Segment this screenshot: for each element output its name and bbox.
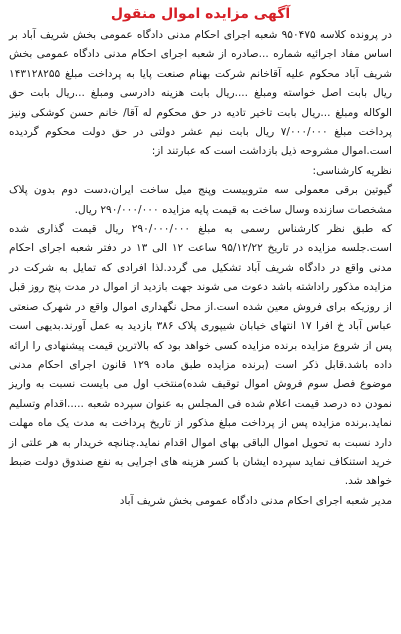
notice-title: آگهی مزایده اموال منقول [110,6,291,22]
notice-signature: مدیر شعبه اجرای احکام مدنی دادگاه عمومی بخش شریف آباد [119,494,392,507]
notice-paragraph-item: گیوتین برقی معمولی سه متروبیست وپنج میل ساخت ایران،دست دوم بدون پلاک مشخصات سازنده وسال ساخت به قیمت پایه مزایده ۲۹۰/۰۰۰/۰۰۰ ریال. [9,184,392,216]
notice-paragraph-case: در پرونده کلاسه ۹۵۰۴۷۵ شعبه اجرای احکام مدنی دادگاه عمومی بخش شریف آباد بر اساس مفاد اجرائیه شماره ...صادره از شعبه اجرای احکام مدنی دادگاه عمومی بخش شریف آباد محکوم علیه آقاخانم شرکت بهنام صنعت پایا به پرداخت مبلغ ۱۴۳۱۲۸۲۵۵ ریال بابت اصل خواسته ومبلغ ....ریال بابت هزینه دادرسی ومبلغ ...ریال بابت حق الوکاله ومبلغ ...ریال بابت تاخیر تادیه در حق محکوم له آقا/ خانم حسن کوشکی ونیز پرداخت مبلغ ۷/۰۰۰/۰۰۰ ریال بابت نیم عشر دولتی در حق دولت محکوم گردیده است.اموال مشروحه ذیل بازداشت است که عبارتند از: [9,29,393,158]
notice-paragraph-auction-terms: که طبق نظر کارشناس رسمی به مبلغ ۲۹۰/۰۰۰/۰۰۰ ریال قیمت گذاری شده است.جلسه مزایده در تاریخ ۹۵/۱۲/۲۲ ساعت ۱۲ الی ۱۳ در دفتر شعبه اجرای احکام مدنی واقع در دادگاه شریف آباد تشکیل می گردد.لذا افرادی که تمایل به شرکت در مزایده مذکور راداشته باشد دعوت می شوند جهت بازدید از اموال در مدت پنج روز قبل از روزیکه برای فروش معین شده است.از محل نگهداری اموال واقع در شهرک صنعتی عباس آباد خ افرا ۱۷ انتهای خیابان شیپوری پلاک ۳۸۶ بازدید به عمل آورند.بدیهی است پس از شروع مزایده برنده مزایده کسی خواهد بود که بالاترین قیمت پیشنهادی را ارائه داده باشد.قابل ذکر است (برنده مزایده طبق ماده ۱۲۹ قانون اجرای احکام مدنی موضوع فصل سوم فروش اموال توقیف شده)منتخب اول می بایست نسبت به واریز نمودن ده درصد قیمت اعلام شده فی المجلس به عنوان سپرده شعبه .....اقدام وتسلیم نماید.برنده مزایده پس از پرداخت مبلغ مذکور از تاریخ پرداخت به مدت یک ماه مهلت دارد نسبت به تحویل اموال الباقی بهای اموال اقدام نماید.چنانچه خریدار به هر علتی از خرید استنکاف نماید سپرده ایشان با کسر هزینه های اجرایی به نفع صندوق دولت ضبط خواهد شد. [9,223,392,488]
notice-body [9,26,392,492]
notice-paragraph-expert-heading: نظریه کارشناسی: [312,164,392,177]
